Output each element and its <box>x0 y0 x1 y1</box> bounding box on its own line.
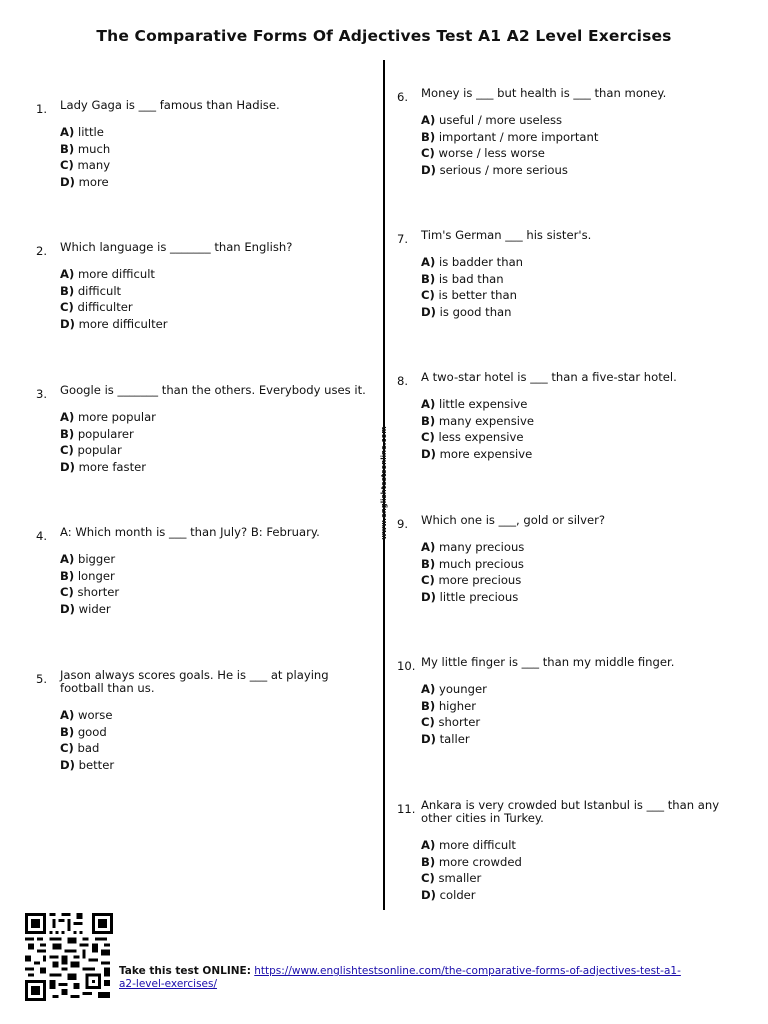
option-letter: A) <box>60 267 75 281</box>
option-c[interactable] <box>60 740 350 757</box>
option-text: worse <box>77 708 113 722</box>
question-number: 9. <box>397 517 409 531</box>
option-letter: D) <box>60 459 75 474</box>
option-c[interactable] <box>60 442 378 459</box>
question-2 <box>36 240 378 332</box>
option-text: is bad than <box>438 271 504 286</box>
options-list <box>60 124 378 190</box>
option-text: is good than <box>439 304 512 319</box>
options-list <box>421 837 731 903</box>
option-d[interactable] <box>421 887 731 904</box>
question-7 <box>397 228 721 320</box>
option-letter: C) <box>421 715 435 729</box>
option-text: colder <box>439 887 476 902</box>
page-title: The Comparative Forms Of Adjectives Test A1 A2 Level Exercises <box>96 27 672 45</box>
option-letter: D) <box>421 887 436 902</box>
question-text: A: Which month is ___ than July? B: February. <box>60 525 320 539</box>
option-text: popularer <box>77 426 134 441</box>
option-c[interactable] <box>421 870 731 887</box>
option-letter: B) <box>421 271 436 286</box>
question-number: 5. <box>36 672 48 686</box>
options-list <box>60 707 350 773</box>
option-text: more popular <box>77 410 156 424</box>
option-text: smaller <box>438 871 482 885</box>
option-letter: D) <box>60 601 75 616</box>
question-1 <box>36 98 378 190</box>
option-b[interactable] <box>421 854 731 871</box>
question-number: 1. <box>36 102 48 116</box>
option-letter: B) <box>60 568 75 583</box>
online-link-note <box>119 965 689 990</box>
option-a[interactable] <box>60 266 378 283</box>
option-text: higher <box>438 698 477 713</box>
option-text: more faster <box>78 459 147 474</box>
question-9 <box>397 513 721 605</box>
option-letter: B) <box>421 556 436 571</box>
option-d[interactable] <box>421 589 721 606</box>
option-text: bad <box>77 741 100 755</box>
option-letter: B) <box>421 129 436 144</box>
option-d[interactable] <box>60 459 378 476</box>
option-b[interactable] <box>60 283 378 300</box>
option-text: wider <box>78 601 111 616</box>
option-c[interactable] <box>421 145 721 162</box>
option-letter: D) <box>421 446 436 461</box>
option-b[interactable] <box>60 724 350 741</box>
option-letter: B) <box>421 854 436 869</box>
option-d[interactable] <box>421 162 721 179</box>
option-letter: A) <box>421 255 436 269</box>
question-10 <box>397 655 721 747</box>
options-list <box>421 254 721 320</box>
option-b[interactable] <box>421 698 721 715</box>
option-letter: D) <box>421 304 436 319</box>
option-d[interactable] <box>60 757 350 774</box>
question-6 <box>397 86 721 178</box>
option-a[interactable] <box>60 551 378 568</box>
option-letter: A) <box>60 125 75 139</box>
option-text: much <box>77 141 111 156</box>
question-number: 8. <box>397 374 409 388</box>
question-number: 6. <box>397 90 409 104</box>
option-letter: C) <box>421 146 435 160</box>
options-list <box>60 266 378 332</box>
option-text: good <box>77 724 107 739</box>
test-url-link[interactable]: https://www.englishtestsonline.com/the-comparative-forms-of-adjectives-test-a1-a2-level-exercises/ <box>119 965 681 990</box>
option-letter: B) <box>60 724 75 739</box>
question-text: Lady Gaga is ___ famous than Hadise. <box>60 98 280 112</box>
option-b[interactable] <box>421 271 721 288</box>
option-text: more difficult <box>77 267 155 281</box>
option-text: better <box>78 757 115 772</box>
question-text: Money is ___ but health is ___ than money. <box>421 86 667 100</box>
option-b[interactable] <box>421 413 721 430</box>
question-text: Ankara is very crowded but Istanbul is ___ than any other cities in Turkey. <box>421 798 720 825</box>
option-letter: C) <box>60 741 74 755</box>
question-text: Google is _______ than the others. Everybody uses it. <box>60 383 366 397</box>
option-text: many expensive <box>438 413 535 428</box>
question-5 <box>36 668 350 773</box>
question-number: 2. <box>36 244 48 258</box>
option-letter: A) <box>421 113 436 127</box>
option-b[interactable] <box>60 426 378 443</box>
option-letter: D) <box>60 757 75 772</box>
question-text: Which language is _______ than English? <box>60 240 293 254</box>
option-letter: D) <box>421 162 436 177</box>
online-label: Take this test ONLINE: <box>119 965 251 977</box>
option-d[interactable] <box>60 174 378 191</box>
option-letter: A) <box>60 708 75 722</box>
question-number: 3. <box>36 387 48 401</box>
option-d[interactable] <box>421 304 721 321</box>
option-d[interactable] <box>421 731 721 748</box>
option-text: more difficult <box>438 838 516 852</box>
option-b[interactable] <box>60 568 378 585</box>
option-letter: A) <box>421 397 436 411</box>
option-text: bigger <box>77 552 116 566</box>
option-text: many <box>77 158 111 172</box>
question-text: A two-star hotel is ___ than a five-star hotel. <box>421 370 677 384</box>
site-watermark: www.englishtestsonline.com <box>380 426 388 540</box>
option-a[interactable] <box>421 681 721 698</box>
option-text: more precious <box>438 573 522 587</box>
option-text: worse / less worse <box>438 146 545 160</box>
option-letter: D) <box>60 316 75 331</box>
option-letter: D) <box>60 174 75 189</box>
option-text: taller <box>439 731 470 746</box>
option-text: younger <box>438 682 487 696</box>
option-b[interactable] <box>60 141 378 158</box>
option-a[interactable] <box>421 539 721 556</box>
question-text: Tim's German ___ his sister's. <box>421 228 592 242</box>
option-d[interactable] <box>60 316 378 333</box>
option-letter: A) <box>421 540 436 554</box>
option-text: useful / more useless <box>438 113 563 127</box>
option-b[interactable] <box>421 129 721 146</box>
option-letter: B) <box>60 426 75 441</box>
option-text: much precious <box>438 556 524 571</box>
question-text: Which one is ___, gold or silver? <box>421 513 606 527</box>
option-text: important / more important <box>438 129 599 144</box>
question-number: 4. <box>36 529 48 543</box>
option-text: more expensive <box>439 446 533 461</box>
question-number: 7. <box>397 232 409 246</box>
question-number: 10. <box>397 659 416 673</box>
option-letter: A) <box>60 410 75 424</box>
option-text: difficult <box>77 283 122 298</box>
question-3 <box>36 383 378 475</box>
option-a[interactable] <box>60 124 378 141</box>
question-8 <box>397 370 721 462</box>
question-text: Jason always scores goals. He is ___ at playing football than us. <box>60 668 329 695</box>
option-letter: C) <box>421 573 435 587</box>
option-letter: C) <box>421 288 435 302</box>
option-d[interactable] <box>421 446 721 463</box>
option-d[interactable] <box>60 601 378 618</box>
options-list <box>60 551 378 617</box>
question-4 <box>36 525 378 617</box>
option-a[interactable] <box>421 112 721 129</box>
option-text: less expensive <box>438 430 524 444</box>
options-list <box>421 539 721 605</box>
option-text: shorter <box>438 715 481 729</box>
option-a[interactable] <box>421 254 721 271</box>
options-list <box>421 681 721 747</box>
option-a[interactable] <box>60 707 350 724</box>
qr-code-icon[interactable] <box>25 913 113 1001</box>
option-letter: D) <box>421 731 436 746</box>
option-letter: C) <box>60 585 74 599</box>
option-letter: C) <box>421 871 435 885</box>
option-b[interactable] <box>421 556 721 573</box>
option-c[interactable] <box>421 572 721 589</box>
option-letter: B) <box>60 283 75 298</box>
option-letter: D) <box>421 589 436 604</box>
option-c[interactable] <box>60 157 378 174</box>
option-text: little expensive <box>438 397 528 411</box>
option-text: more difficulter <box>78 316 168 331</box>
options-list <box>60 409 378 475</box>
option-text: difficulter <box>77 300 133 314</box>
question-number: 11. <box>397 802 416 816</box>
question-text: My little finger is ___ than my middle finger. <box>421 655 675 669</box>
option-text: many precious <box>438 540 525 554</box>
options-list <box>421 112 721 178</box>
option-letter: C) <box>60 300 74 314</box>
option-letter: A) <box>421 682 436 696</box>
option-letter: A) <box>60 552 75 566</box>
option-c[interactable] <box>421 287 721 304</box>
option-c[interactable] <box>421 714 721 731</box>
option-text: popular <box>77 443 122 457</box>
option-letter: B) <box>60 141 75 156</box>
option-letter: C) <box>421 430 435 444</box>
option-text: serious / more serious <box>439 162 568 177</box>
option-c[interactable] <box>421 429 721 446</box>
option-text: is better than <box>438 288 517 302</box>
option-letter: B) <box>421 413 436 428</box>
option-c[interactable] <box>60 584 378 601</box>
options-list <box>421 396 721 462</box>
option-letter: B) <box>421 698 436 713</box>
option-text: shorter <box>77 585 120 599</box>
option-text: is badder than <box>438 255 524 269</box>
option-a[interactable] <box>421 396 721 413</box>
option-letter: C) <box>60 443 74 457</box>
question-11 <box>397 798 731 903</box>
option-a[interactable] <box>421 837 731 854</box>
option-text: more <box>78 174 109 189</box>
option-letter: C) <box>60 158 74 172</box>
option-c[interactable] <box>60 299 378 316</box>
option-a[interactable] <box>60 409 378 426</box>
option-text: longer <box>77 568 115 583</box>
option-text: more crowded <box>438 854 522 869</box>
option-text: little precious <box>439 589 519 604</box>
option-letter: A) <box>421 838 436 852</box>
option-text: little <box>77 125 104 139</box>
